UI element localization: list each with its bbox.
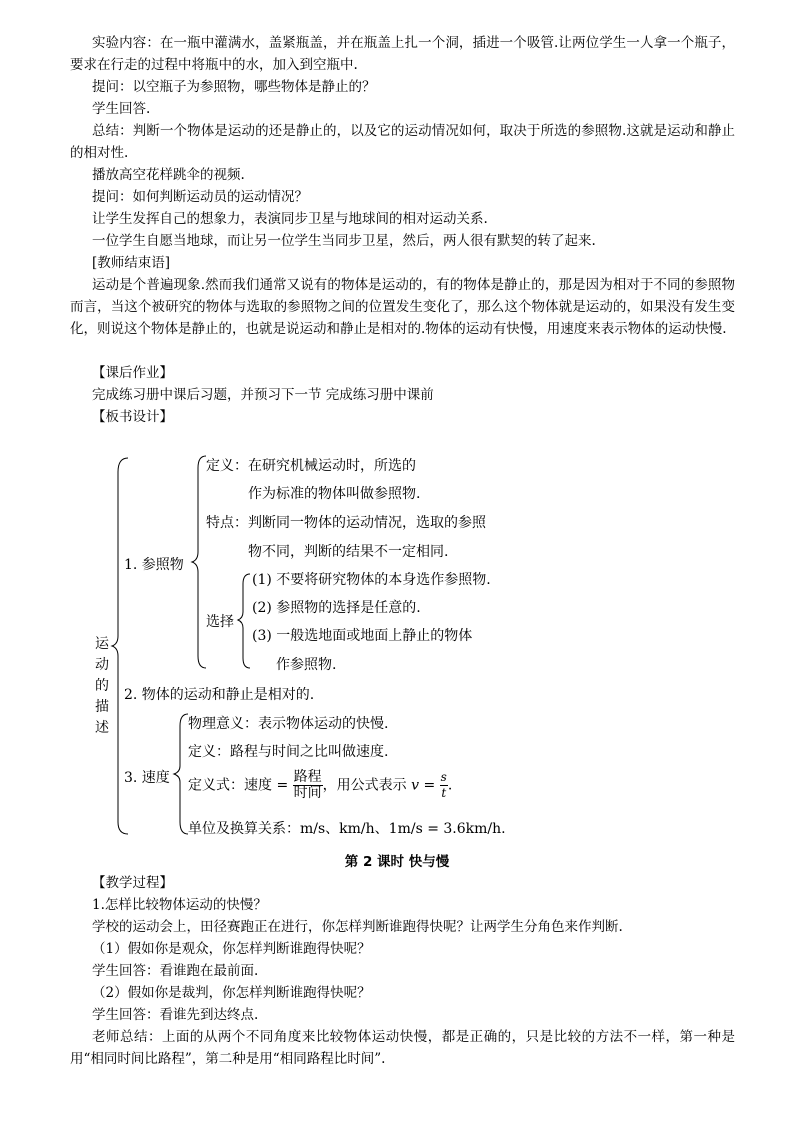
lesson-2-answer-1: 学生回答：看谁跑在最前面. — [92, 963, 259, 979]
choice-item-3a: (3) 一般选地面或地面上静止的物体 — [252, 628, 473, 644]
equals-sign: = — [419, 777, 440, 794]
board-tag: 【板书设计】 — [92, 409, 173, 425]
lesson-2-summary: 老师总结：上面的从两个不同角度来比较物体运动快慢，都是正确的，只是比较的方法不一样，第一种是用“相同时间比路程”，第二种是用“相同路程比时间”. — [70, 1029, 735, 1067]
board-root-label: 运动的描述 — [95, 636, 109, 736]
answer-1: 学生回答. — [92, 101, 151, 117]
speed-definition: 定义：路程与时间之比叫做速度. — [188, 744, 389, 760]
speed-formula — [188, 770, 452, 801]
act-line: 一位学生自愿当地球，而让另一位学生当同步卫星，然后，两人很有默契的转了起来. — [92, 233, 596, 249]
speed-units: 单位及换算关系：m/s、km/h、1m/s = 3.6km/h. — [188, 821, 506, 837]
formula-middle: ，用公式表示 — [322, 777, 407, 794]
time-symbol: t — [441, 786, 447, 800]
lesson-2-paragraph-1: 学校的运动会上，田径赛跑正在进行，你怎样判断谁跑得快呢？让两学生分角色来作判断. — [92, 919, 623, 935]
experiment-paragraph: 实验内容：在一瓶中灌满水，盖紧瓶盖，并在瓶盖上扎一个洞，插进一个吸管.让两位学生一人拿一个瓶子，要求在行走的过程中将瓶中的水，加入到空瓶中. — [70, 35, 735, 73]
formula-prefix: 定义式：速度 = — [188, 777, 289, 794]
homework-line: 完成练习册中课后习题，并预习下一节 完成练习册中课前 — [92, 387, 434, 403]
homework-tag: 【课后作业】 — [92, 365, 173, 381]
choice-brace — [238, 574, 250, 668]
question-2: 提问：如何判断运动员的运动情况？ — [92, 189, 308, 205]
ref-feature-line2: 物不同，判断的结果不一定相同. — [248, 544, 449, 560]
distance-symbol: s — [440, 770, 447, 784]
choice-label: 选择 — [206, 614, 234, 630]
fraction-denominator: 时间 — [293, 785, 322, 801]
question-1: 提问：以空瓶子为参照物，哪些物体是静止的？ — [92, 79, 376, 95]
velocity-symbol: v — [411, 777, 420, 794]
formula-fraction — [293, 770, 323, 801]
reference-brace — [192, 456, 206, 668]
formula-end: . — [447, 777, 453, 794]
section-1-reference: 1. 参照物 — [124, 557, 184, 573]
speed-brace — [174, 714, 188, 834]
video-line: 播放高空花样跳伞的视频. — [92, 167, 245, 183]
lesson-2-question-1: （1）假如你是观众，你怎样判断谁跑得快呢？ — [92, 941, 371, 957]
fraction-numerator: 路程 — [293, 769, 322, 785]
symbol-fraction — [440, 770, 448, 801]
section-2-relative: 2. 物体的运动和静止是相对的. — [124, 687, 315, 703]
section-3-speed: 3. 速度 — [124, 770, 170, 786]
imagine-line: 让学生发挥自己的想象力，表演同步卫星与地球间的相对运动关系. — [92, 211, 488, 227]
choice-item-3b: 作参照物. — [276, 657, 337, 673]
lesson-2-title: 第 2 课时 快与慢 — [344, 854, 450, 870]
process-tag: 【教学过程】 — [92, 875, 173, 891]
closing-tag: [教师结束语] — [92, 255, 171, 271]
speed-physical-meaning: 物理意义：表示物体运动的快慢. — [188, 716, 389, 732]
closing-paragraph: 运动是个普遍现象.然而我们通常又说有的物体是运动的，有的物体是静止的，那是因为相对于不同的参照物而言，当这个被研究的物体与选取的参照物之间的位置发生变化了，那么这个物体就是运动的，如果没有发生变化，则说这个物体是静止的，也就是说运动和静止是相对的.物体的运动有快慢，用速度来表示物体的运动快慢. — [70, 277, 735, 337]
lesson-2-heading-1: 1.怎样比较物体运动的快慢？ — [92, 897, 267, 913]
lesson-2-answer-2: 学生回答：看谁先到达终点. — [92, 1007, 259, 1023]
ref-def-line2: 作为标准的物体叫做参照物. — [248, 486, 421, 502]
choice-item-1: (1) 不要将研究物体的本身选作参照物. — [252, 572, 491, 588]
ref-def-line1: 定义：在研究机械运动时，所选的 — [206, 458, 416, 474]
lesson-2-question-2: （2）假如你是裁判，你怎样判断谁跑得快呢？ — [92, 985, 371, 1001]
choice-item-2: (2) 参照物的选择是任意的. — [252, 600, 421, 616]
ref-feature-line1: 特点：判断同一物体的运动情况，选取的参照 — [206, 515, 486, 531]
summary-paragraph: 总结：判断一个物体是运动的还是静止的，以及它的运动情况如何，取决于所选的参照物.这就是运动和静止的相对性. — [70, 123, 735, 161]
